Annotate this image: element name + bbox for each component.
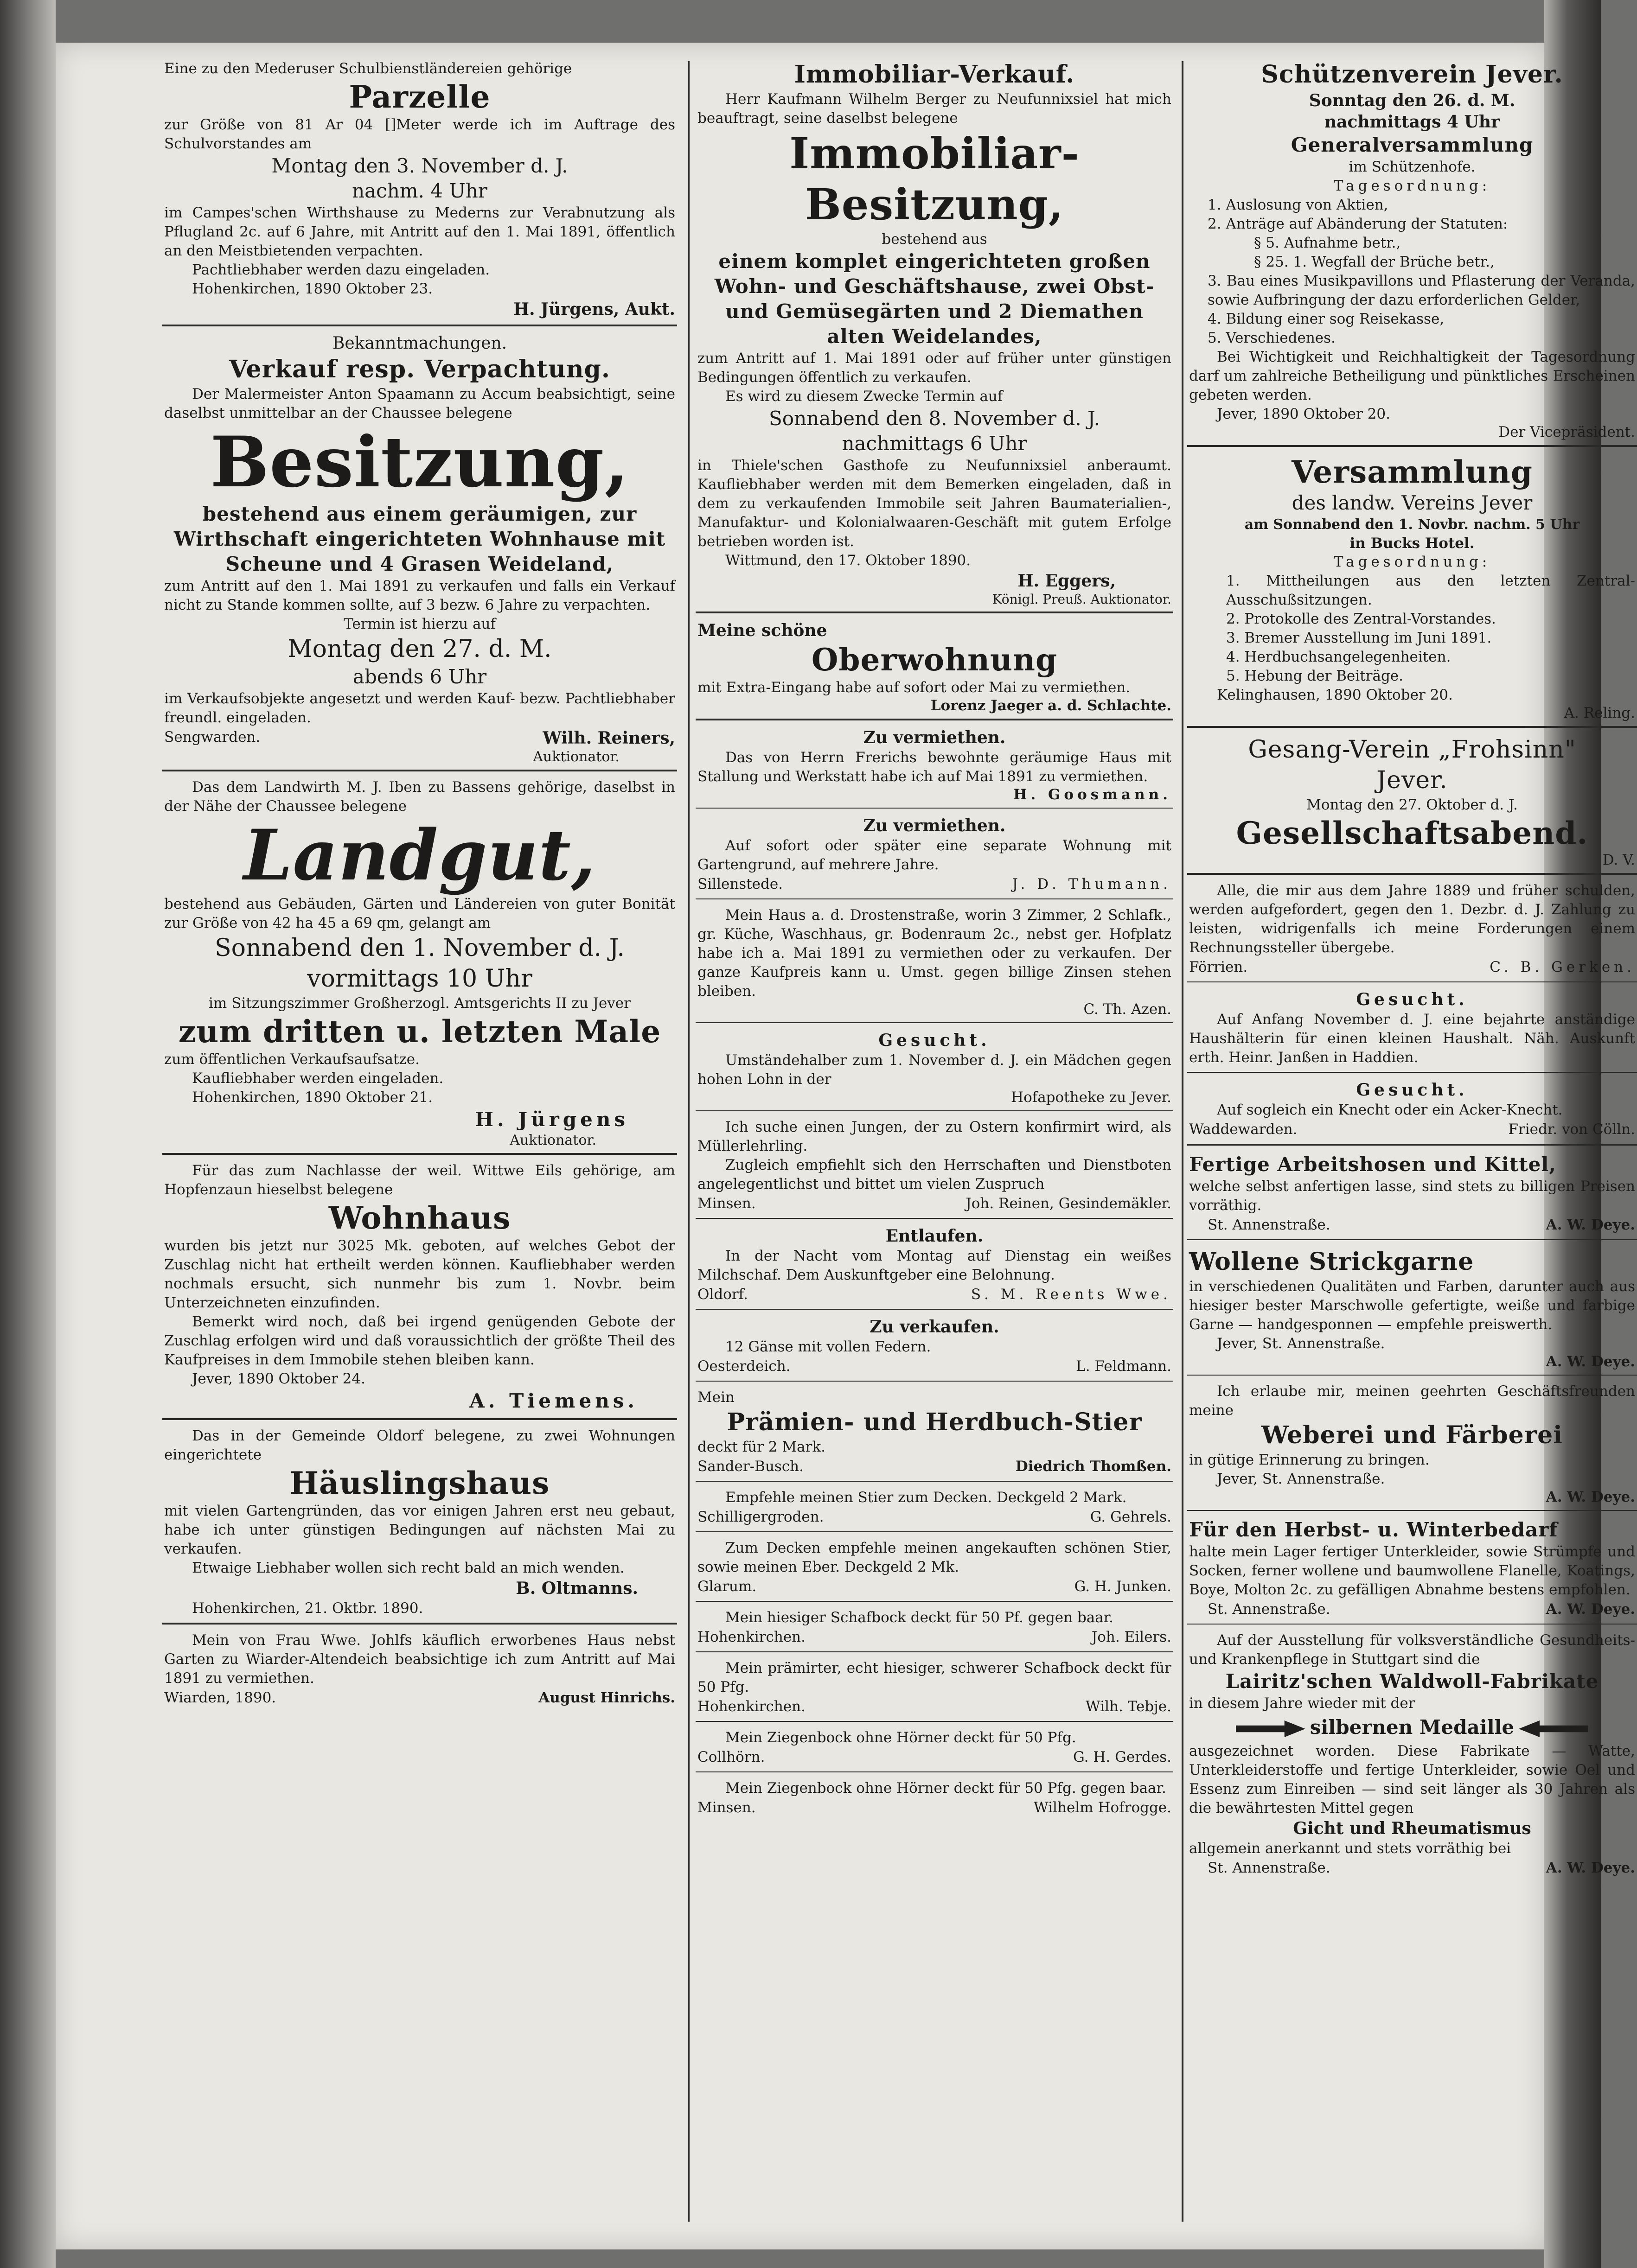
ad-signature-line xyxy=(1189,1120,1635,1139)
ad-time: vormittags 10 Uhr xyxy=(307,965,532,993)
ad-signature: Diedrich Thomßen. xyxy=(1015,1458,1171,1475)
ad-parzelle xyxy=(162,57,677,326)
ad-body: zum Antritt auf 1. Mai 1891 oder auf früher unter günstigen Bedingungen öffentlich zu verkaufen. xyxy=(697,350,1171,386)
ad-medal: silbernen Medaille xyxy=(1310,1716,1515,1739)
ad-date: Sonntag den 26. d. M. xyxy=(1309,91,1516,110)
ad-body: Zugleich empfiehlt sich den Herrschaften und Dienstboten angelegentlichst und bittet um vielen Zuspruch xyxy=(697,1157,1171,1192)
ad-stier-eber xyxy=(696,1536,1173,1602)
agenda-item: 3. Bremer Ausstellung im Juni 1891. xyxy=(1226,630,1492,646)
column-2 xyxy=(696,57,1173,1826)
ad-body: Ich suche einen Jungen, der zu Ostern konfirmirt wird, als Müllerlehrling. xyxy=(697,1119,1171,1154)
ad-signature-line xyxy=(697,1798,1171,1817)
column-3 xyxy=(1187,57,1637,1886)
ad-signature: H. Eggers, xyxy=(1017,571,1116,591)
column-rule xyxy=(688,61,690,2222)
ad-body: Mein prämirter, echt hiesiger, schwerer Schafbock deckt für 50 Pfg. xyxy=(697,1660,1171,1695)
ad-body: Mein Ziegenbock ohne Hörner deckt für 50 Pfg. gegen baar. xyxy=(725,1780,1166,1797)
ad-place-date: Wittmund, den 17. Oktober 1890. xyxy=(725,552,971,569)
ad-date: am Sonnabend den 1. Novbr. nachm. 5 Uhr xyxy=(1244,516,1580,533)
ad-signature-line xyxy=(697,874,1171,894)
ad-gesang-verein xyxy=(1187,732,1637,875)
ad-place: Jever, St. Annenstraße. xyxy=(1217,1471,1385,1487)
ad-place: Sengwarden. xyxy=(164,729,261,745)
ad-signature: L. Feldmann. xyxy=(1076,1358,1171,1375)
ad-time: nachm. 4 Uhr xyxy=(352,179,487,202)
ad-ziegenbock-2 xyxy=(696,1776,1173,1822)
ad-place: St. Annenstraße. xyxy=(1208,1860,1330,1876)
ad-body: Bemerkt wird noch, daß bei irgend genügenden Gebote der Zuschlag erfolgen wird und daß voraussichtlich der größte Theil des Kaufpreises in dem Immobile stehen bleiben kann. xyxy=(164,1313,675,1368)
ad-title: Wohnhaus xyxy=(328,1200,511,1236)
ad-signature: Wilh. Reiners, xyxy=(543,728,675,748)
ad-title: Lairitz'schen Waldwoll-Fabrikate xyxy=(1225,1670,1599,1693)
ad-zu-vermiethen-1 xyxy=(696,724,1173,809)
ad-schafbock-2 xyxy=(696,1656,1173,1722)
ad-body: im Verkaufsobjekte angesetzt und werden Kauf- bezw. Pachtliebhaber freundl. eingeladen. xyxy=(164,690,675,726)
ad-signature-line xyxy=(164,727,675,749)
ad-title: Prämien- und Herdbuch-Stier xyxy=(727,1408,1142,1436)
ad-body: Auf sofort oder später eine separate Wohnung mit Gartengrund, auf mehrere Jahre. xyxy=(697,837,1171,873)
ad-signature-line xyxy=(1189,1599,1635,1619)
ad-body: In der Nacht vom Montag auf Dienstag ein weißes Milchschaf. Dem Auskunftgeber eine Belohnung. xyxy=(697,1248,1171,1283)
ad-signature: A. W. Deye. xyxy=(1546,1353,1635,1370)
ad-signature: A. Reling. xyxy=(1564,705,1635,721)
ad-intro: Auf der Ausstellung für volksverständliche Gesundheits- und Krankenpflege in Stuttgart sind die xyxy=(1189,1632,1635,1668)
ad-zu-vermiethen-2 xyxy=(696,812,1173,899)
ad-intro: Der Malermeister Anton Spaamann zu Accum beabsichtigt, seine daselbst unmittelbar an der Chaussee belegene xyxy=(164,386,675,421)
agenda-item: 3. Bau eines Musikpavillons und Pflasterung der Veranda, sowie Aufbringung der dazu erforderlichen Gelder, xyxy=(1208,273,1635,308)
ad-time: abends 6 Uhr xyxy=(352,665,487,688)
ad-body: Mein Haus a. d. Drostenstraße, worin 3 Zimmer, 2 Schlafk., gr. Küche, Waschhaus, gr. Bodenraum 2c., nebst ger. Hofplatz habe ich a. Mai 1891 zu vermiethen oder zu verkaufen. Der ganze Kaufpreis kann u. Umst. gegen billige Zinsen stehen bleiben. xyxy=(697,907,1171,1000)
ad-title: Entlaufen. xyxy=(885,1226,984,1246)
ad-title: Gesucht. xyxy=(878,1031,991,1050)
ad-place: St. Annenstraße. xyxy=(1208,1601,1330,1618)
ad-place: Hohenkirchen. xyxy=(697,1698,806,1715)
ad-signature-line xyxy=(1189,1858,1635,1878)
ad-signature: G. Gehrels. xyxy=(1090,1509,1171,1525)
ad-intro: Ich erlaube mir, meinen geehrten Geschäftsfreunden meine xyxy=(1189,1383,1635,1419)
agenda-item: 5. Hebung der Beiträge. xyxy=(1226,668,1403,684)
ad-body: ausgezeichnet worden. Diese Fabrikate — Watte, Unterkleiderstoffe und fertige Unterkleider, sowie Oel und Essenz zum Einreiben — sind seit länger als 30 Jahren als die bewährtesten Mittel gegen xyxy=(1189,1743,1635,1816)
ad-subheadline: Generalversammlung xyxy=(1291,134,1534,156)
ad-signature: H. Jürgens, Aukt. xyxy=(513,299,675,319)
ad-date: Montag den 3. November d. J. xyxy=(271,154,568,177)
agenda-item: 1. Auslosung von Aktien, xyxy=(1208,197,1388,213)
ad-herdbuch-stier xyxy=(696,1385,1173,1482)
ad-headline: Immobiliar- xyxy=(789,128,1080,178)
ad-signature: A. W. Deye. xyxy=(1546,1489,1635,1505)
ad-signature: Joh. Eilers. xyxy=(1091,1629,1171,1645)
ad-body: Mein hiesiger Schafbock deckt für 50 Pf. gegen baar. xyxy=(725,1609,1114,1626)
ad-title: Oberwohnung xyxy=(811,642,1058,678)
column-1 xyxy=(162,57,677,1716)
ad-signature: D. V. xyxy=(1602,852,1635,868)
column-rule xyxy=(1182,61,1183,2222)
ad-signature: C. B. Gerken. xyxy=(1490,959,1635,975)
ad-body: Mein von Frau Wwe. Johlfs käuflich erworbenes Haus nebst Garten zu Wiarder-Altendeich beabsichtige ich zum Antritt auf Mai 1891 zu vermiethen. xyxy=(164,1632,675,1687)
ad-weberei xyxy=(1187,1379,1637,1511)
ad-signature-line xyxy=(697,1457,1171,1476)
ad-body: mit Extra-Eingang habe auf sofort oder Mai zu vermiethen. xyxy=(697,679,1131,696)
ad-haus-drostenstrasse xyxy=(696,903,1173,1023)
ad-title: Gesucht. xyxy=(1356,990,1468,1009)
ad-signature-title: Auktionator. xyxy=(510,1132,596,1148)
ad-arbeitshosen xyxy=(1187,1149,1637,1240)
ad-where: in Bucks Hotel. xyxy=(1349,535,1475,552)
ad-body: Das von Herrn Frerichs bewohnte geräumige Haus mit Stallung und Werkstatt habe ich auf Mai 1891 zu vermiethen. xyxy=(697,749,1171,785)
ad-title: Verkauf resp. Verpachtung. xyxy=(229,355,611,383)
ad-body: welche selbst anfertigen lasse, sind stets zu billigen Preisen vorräthig. xyxy=(1189,1178,1635,1214)
ad-signature: August Hinrichs. xyxy=(538,1689,675,1706)
ad-date: Montag den 27. Oktober d. J. xyxy=(1306,796,1518,813)
ad-zahlung xyxy=(1187,879,1637,982)
ad-subheadline: einem komplet eingerichteten großen Wohn- und Geschäftshause, zwei Obst- und Gemüsegärten und 2 Diemathen alten Weidelandes, xyxy=(714,250,1155,348)
ad-intro: Eine zu den Mederuser Schulbienstländereien gehörige xyxy=(164,60,572,77)
pointing-hand-icon xyxy=(1236,1720,1305,1737)
ad-signature: G. H. Junken. xyxy=(1074,1578,1171,1595)
ad-title: Zu vermiethen. xyxy=(863,816,1006,835)
ad-intro: Das dem Landwirth M. J. Iben zu Bassens gehörige, daselbst in der Nähe der Chaussee belegene xyxy=(164,779,675,815)
ad-invite: Pachtliebhaber werden dazu eingeladen. xyxy=(192,261,490,278)
ad-place: Minsen. xyxy=(697,1799,756,1816)
ad-body: zur Größe von 81 Ar 04 []Meter werde ich im Auftrage des Schulvorstandes am xyxy=(164,116,675,152)
ad-wohnhaus xyxy=(162,1159,677,1420)
ad-place: Collhörn. xyxy=(697,1749,765,1765)
agenda-item: § 5. Aufnahme betr., xyxy=(1254,235,1401,251)
ad-ziegenbock-1 xyxy=(696,1726,1173,1772)
ad-place: Glarum. xyxy=(697,1578,757,1595)
ad-intro: Für das zum Nachlasse der weil. Wittwe Eils gehörige, am Hopfenzaun hieselbst belegene xyxy=(164,1162,675,1198)
ad-place-line: im Sitzungszimmer Großherzogl. Amtsgerichts II zu Jever xyxy=(209,995,631,1012)
ad-gesucht-knecht xyxy=(1187,1077,1637,1146)
ad-body: Auf Anfang November d. J. eine bejahrte anständige Haushälterin für einen kleinen Haushalt. Näh. Auskunft erth. Heinr. Janßen in Haddien. xyxy=(1189,1011,1635,1066)
ad-schuetzenverein xyxy=(1187,57,1637,447)
ad-title: Gesucht. xyxy=(1356,1080,1468,1100)
ad-headline: Besitzung, xyxy=(805,179,1064,229)
ad-signature: A. W. Deye. xyxy=(1546,1601,1635,1618)
ad-oberwohnung xyxy=(696,617,1173,720)
ad-date: Sonnabend den 8. November d. J. xyxy=(769,407,1100,430)
ad-body: Mein Ziegenbock ohne Hörner deckt für 50 Pfg. xyxy=(725,1729,1076,1746)
ad-place: Oesterdeich. xyxy=(697,1358,791,1375)
ad-besitzung-accum xyxy=(162,330,677,771)
ad-place: Sander-Busch. xyxy=(697,1458,804,1475)
ad-body: zum Antritt auf den 1. Mai 1891 zu verkaufen und falls ein Verkauf nicht zu Stande kommen sollte, auf 3 bezw. 6 Jahre zu verpachten. xyxy=(164,578,675,613)
ad-signature: A. Tiemens. xyxy=(469,1389,638,1412)
ad-signature: B. Oltmanns. xyxy=(516,1579,638,1598)
ad-bestehend: bestehend aus xyxy=(882,231,987,248)
ad-place: Oldorf. xyxy=(697,1286,748,1303)
ad-signature: H. Jürgens xyxy=(475,1108,629,1131)
ad-body: in verschiedenen Qualitäten und Farben, darunter auch aus hiesiger bester Marschwolle gefertigte, weiße und farbige Garne — handgesponnen — empfehle preiswerth. xyxy=(1189,1278,1635,1333)
medal-line xyxy=(1189,1715,1635,1740)
ad-signature-line xyxy=(697,1627,1171,1647)
ad-highlight: Gicht und Rheumatismus xyxy=(1293,1819,1531,1838)
ad-kicker: Bekanntmachungen. xyxy=(332,334,507,353)
ad-body: deckt für 2 Mark. xyxy=(697,1439,826,1455)
ad-place-date: Jever, 1890 Oktober 24. xyxy=(192,1370,365,1387)
ad-signature-line xyxy=(697,1577,1171,1596)
ad-waldwoll xyxy=(1187,1628,1637,1882)
ad-title: Zu vermiethen. xyxy=(863,728,1006,747)
ad-body: Alle, die mir aus dem Jahre 1889 und früher schulden, werden aufgefordert, gegen den 1. Dezbr. d. J. Zahlung zu leisten, widrigenfalls ich meine Forderungen einem Rechnungssteller übergebe. xyxy=(1189,882,1635,956)
agenda-item: § 25. 1. Wegfall der Brüche betr., xyxy=(1254,254,1495,270)
ad-strickgarne xyxy=(1187,1244,1637,1376)
ad-body: halte mein Lager fertiger Unterkleider, sowie Strümpfe und Socken, ferner wollene und baumwollene Flanelle, Koatings, Boye, Molton 2c. zu gefälligen Abnahme bestens empfohlen. xyxy=(1189,1543,1635,1598)
ad-signature: Wilh. Tebje. xyxy=(1085,1698,1171,1715)
ad-haus-garten xyxy=(162,1628,677,1712)
ad-kicker: Mein xyxy=(697,1389,735,1406)
ad-headline: Gesellschaftsabend. xyxy=(1236,815,1588,851)
agenda-item: 2. Protokolle des Zentral-Vorstandes. xyxy=(1226,611,1496,627)
ad-place: St. Annenstraße. xyxy=(1208,1217,1330,1233)
ad-place: Wiarden, 1890. xyxy=(164,1689,276,1706)
ad-invite: Kaufliebhaber werden eingeladen. xyxy=(192,1070,444,1087)
ad-title: Häuslingshaus xyxy=(289,1465,550,1501)
ad-entlaufen xyxy=(696,1223,1173,1310)
ad-signature: A. W. Deye. xyxy=(1546,1860,1635,1876)
ad-title: Wollene Strickgarne xyxy=(1189,1248,1474,1276)
ad-place: Minsen. xyxy=(697,1195,756,1212)
ad-signature: Lorenz Jaeger a. d. Schlachte. xyxy=(930,697,1171,714)
ad-where: im Schützenhofe. xyxy=(1349,159,1476,175)
ad-body: allgemein anerkannt und stets vorräthig bei xyxy=(1189,1840,1511,1857)
ad-signature: S. M. Reents Wwe. xyxy=(971,1286,1171,1303)
ad-signature-title: Königl. Preuß. Auktionator. xyxy=(992,592,1171,607)
ad-body: Umständehalber zum 1. November d. J. ein Mädchen gegen hohen Lohn in der xyxy=(697,1052,1171,1088)
ad-termin: Termin ist hierzu auf xyxy=(344,616,496,632)
ad-body: Auf sogleich ein Knecht oder ein Acker-Knecht. xyxy=(1217,1102,1563,1118)
ad-signature: Wilhelm Hofrogge. xyxy=(1033,1799,1171,1816)
agenda-item: 1. Mittheilungen aus den letzten Zentral-Ausschußsitzungen. xyxy=(1226,573,1635,608)
ad-body: bestehend aus Gebäuden, Gärten und Ländereien von guter Bonität zur Größe von 42 ha 45 a 69 qm, gelangt am xyxy=(164,896,675,931)
ad-title: Immobiliar-Verkauf. xyxy=(794,60,1075,89)
ad-schafbock-1 xyxy=(696,1605,1173,1652)
ad-gesucht-haushaelterin xyxy=(1187,986,1637,1073)
ad-muellerlehrling xyxy=(696,1115,1173,1219)
ad-body: in diesem Jahre wieder mit der xyxy=(1189,1695,1415,1712)
ad-place: Waddewarden. xyxy=(1189,1121,1298,1138)
ad-place: Jever, St. Annenstraße. xyxy=(1217,1335,1385,1352)
ad-subheadline: Jever. xyxy=(1376,766,1448,794)
ad-signature-line xyxy=(697,1507,1171,1527)
ad-body: 12 Gänse mit vollen Federn. xyxy=(725,1338,931,1355)
ad-termin: Es wird zu diesem Zwecke Termin auf xyxy=(725,388,1003,405)
ad-signature: C. Th. Azen. xyxy=(1083,1001,1171,1018)
ad-title: Fertige Arbeitshosen und Kittel, xyxy=(1189,1153,1556,1176)
ad-signature: H. Goosmann. xyxy=(1013,786,1171,803)
ad-time: nachmittags 6 Uhr xyxy=(842,432,1027,455)
ad-gesucht-maedchen xyxy=(696,1027,1173,1111)
ad-signature: Der Vicepräsident. xyxy=(1498,424,1635,440)
agenda-item: 2. Anträge auf Abänderung der Statuten: xyxy=(1208,216,1508,232)
ad-title: Weberei und Färberei xyxy=(1261,1421,1563,1449)
ad-highlight: zum dritten u. letzten Male xyxy=(178,1013,661,1050)
ad-signature: G. H. Gerdes. xyxy=(1073,1749,1171,1765)
ad-signature: Friedr. von Cölln. xyxy=(1508,1121,1635,1138)
ad-signature-line xyxy=(697,1285,1171,1304)
ad-immobiliar-verkauf xyxy=(696,57,1173,613)
ad-subheadline: des landw. Vereins Jever xyxy=(1292,491,1533,514)
ad-headline: Besitzung, xyxy=(210,421,629,503)
ad-intro: Herr Kaufmann Wilhelm Berger zu Neufunnixsiel hat mich beauftragt, seine daselbst belegene xyxy=(697,91,1171,127)
page-binding-edge xyxy=(0,0,56,2268)
ad-body: Zum Decken empfehle meinen angekauften schönen Stier, sowie meinen Eber. Deckgeld 2 Mk. xyxy=(697,1540,1171,1575)
ad-body: im Campes'schen Wirthshause zu Mederns zur Verabnutzung als Pflugland 2c. auf 6 Jahre, mit Antritt auf den 1. Mai 1891, öffentlich an den Meistbietenden verpachten. xyxy=(164,204,675,259)
ad-signature-line xyxy=(697,1357,1171,1376)
ad-agenda-label: Tagesordnung: xyxy=(1333,178,1491,194)
ad-intro: Das in der Gemeinde Oldorf belegene, zu zwei Wohnungen eingerichtete xyxy=(164,1427,675,1463)
ad-title: Zu verkaufen. xyxy=(870,1317,999,1337)
ad-place: Förrien. xyxy=(1189,959,1248,975)
ad-time: nachmittags 4 Uhr xyxy=(1324,112,1500,132)
ad-body: mit vielen Gartengründen, das vor einigen Jahren erst neu gebaut, habe ich unter günstigen Bedingungen auf nächsten Mai zu verkaufen. xyxy=(164,1503,675,1557)
ad-date: Montag den 27. d. M. xyxy=(288,635,552,663)
ad-signature-line xyxy=(697,1697,1171,1716)
ad-place: Hohenkirchen. xyxy=(697,1629,806,1645)
ad-signature-line xyxy=(164,1688,675,1707)
agenda-item: 4. Bildung einer sog Reisekasse, xyxy=(1208,311,1445,327)
ad-agenda-label: Tagesordnung: xyxy=(1333,554,1491,570)
ad-date: Sonnabend den 1. November d. J. xyxy=(215,934,625,962)
ad-body: Etwaige Liebhaber wollen sich recht bald an mich wenden. xyxy=(192,1560,625,1576)
ad-signature-title: Auktionator. xyxy=(533,749,620,765)
pointing-hand-icon xyxy=(1519,1720,1588,1737)
ad-signature-line xyxy=(1189,957,1635,977)
ad-subheadline: bestehend aus einem geräumigen, zur Wirthschaft eingerichteten Wohnhause mit Scheune und 4 Grasen Weideland, xyxy=(173,503,666,575)
ad-body: in Thiele'schen Gasthofe zu Neufunnixsiel anberaumt. Kaufliebhaber werden mit dem Bemerken eingeladen, daß in dem zu verkaufenden Immobile seit Jahren Baumaterialien-, Manufaktur- und Kolonialwaaren-Geschäft mit gutem Erfolge betrieben worden ist. xyxy=(697,457,1171,550)
ad-place-date: Hohenkirchen, 1890 Oktober 21. xyxy=(192,1089,433,1106)
ad-body: in gütige Erinnerung zu bringen. xyxy=(1189,1452,1430,1468)
ad-signature-line xyxy=(1189,1215,1635,1235)
ad-body: Empfehle meinen Stier zum Decken. Deckgeld 2 Mark. xyxy=(725,1489,1127,1506)
ad-place: Sillenstede. xyxy=(697,876,783,892)
ad-title: Versammlung xyxy=(1292,454,1533,490)
ad-kicker: Meine schöne xyxy=(697,621,827,640)
ad-versammlung xyxy=(1187,451,1637,728)
ad-place-date: Jever, 1890 Oktober 20. xyxy=(1217,406,1390,422)
ad-place: Hofapotheke zu Jever. xyxy=(1011,1089,1171,1106)
agenda-item: 5. Verschiedenes. xyxy=(1208,330,1336,346)
ad-body: wurden bis jetzt nur 3025 Mk. geboten, auf welches Gebot der Zuschlag nicht hat ertheilt werden können. Kaufliebhaber werden nochmals ersucht, sich nunmehr bis zum 1. Novbr. beim Unterzeichneten einzufinden. xyxy=(164,1237,675,1311)
ad-signature: A. W. Deye. xyxy=(1546,1217,1635,1233)
ad-place: Schilligergroden. xyxy=(697,1509,824,1525)
newspaper-page xyxy=(56,43,1635,2249)
ad-headline: Landgut, xyxy=(243,815,596,896)
ad-title: Parzelle xyxy=(349,79,491,115)
ad-title: Für den Herbst- u. Winterbedarf xyxy=(1189,1518,1558,1541)
agenda-item: 4. Herdbuchsangelegenheiten. xyxy=(1226,649,1451,665)
ad-place-date: Hohenkirchen, 1890 Oktober 23. xyxy=(192,280,433,297)
ad-landgut xyxy=(162,775,677,1155)
ad-place-date: Hohenkirchen, 21. Oktbr. 1890. xyxy=(192,1600,423,1617)
ad-haeuslingshaus xyxy=(162,1424,677,1625)
ad-title: Gesang-Verein „Frohsinn" xyxy=(1248,736,1576,764)
ad-signature: Joh. Reinen, Gesindemäkler. xyxy=(966,1195,1171,1212)
ad-place-date: Kelinghausen, 1890 Oktober 20. xyxy=(1217,687,1453,703)
ad-signature: J. D. Thumann. xyxy=(1012,876,1171,892)
ad-note: Bei Wichtigkeit und Reichhaltigkeit der Tagesordnung darf um zahlreiche Betheiligung und pünktliches Erscheinen gebeten werden. xyxy=(1189,349,1635,403)
ad-title: Schützenverein Jever. xyxy=(1261,60,1563,89)
ad-zu-verkaufen xyxy=(696,1313,1173,1382)
ad-signature-line xyxy=(697,1194,1171,1213)
ad-signature-line xyxy=(697,1747,1171,1767)
ad-winterbedarf xyxy=(1187,1515,1637,1625)
ad-body: zum öffentlichen Verkaufsaufsatze. xyxy=(164,1051,420,1068)
ad-stier xyxy=(696,1485,1173,1532)
